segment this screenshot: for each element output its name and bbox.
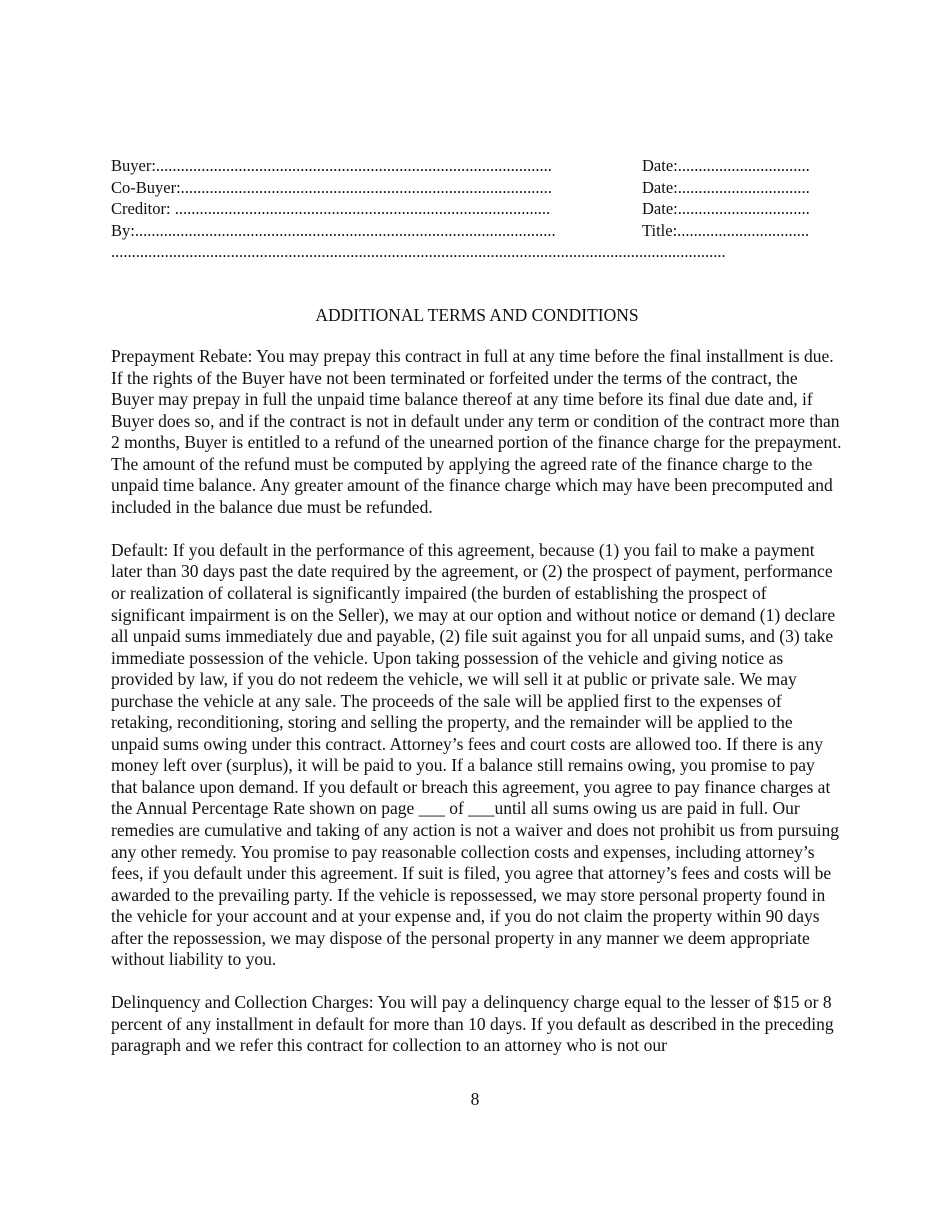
buyer-signature-line: Buyer:................................................................................................	[111, 156, 552, 175]
title-line: Title:................................	[642, 220, 810, 240]
signature-row-buyer	[111, 155, 838, 177]
terms-body	[111, 346, 843, 1078]
signature-block	[111, 155, 838, 263]
signature-row-co-buyer	[111, 177, 838, 199]
page-number: 8	[470, 1089, 480, 1109]
signature-row-creditor	[111, 198, 838, 220]
by-signature-line: By:......................................................................................................	[111, 220, 556, 240]
paragraph-default: Default: If you default in the performance of this agreement, because (1) you fail to make a payment later than 30 days past the date required by the agreement, or (2) the prospect of payment, performance or realization of collateral is significantly impaired (the burden of establishing the prospect of significant impairment is on the Seller), we may at our option and without notice or demand (1) declare all unpaid sums immediately due and payable, (2) file suit against you for all unpaid sums, and (3) take immediate possession of the vehicle. Upon taking possession of the vehicle and giving notice as provided by law, if you do not redeem the vehicle, we will sell it at public or private sale. We may purchase the vehicle at any sale. The proceeds of the sale will be applied first to the expenses of retaking, reconditioning, storing and selling the property, and the remainder will be applied to the unpaid sums owing under this contract. Attorney’s fees and court costs are allowed too. If there is any money left over (surplus), it will be paid to you. If a balance still remains owing, you promise to pay that balance upon demand. If you default or breach this agreement, you agree to pay finance charges at the Annual Percentage Rate shown on page ___ of ___until all sums owing us are paid in full. Our remedies are cumulative and taking of any action is not a waiver and does not prohibit us from pursuing any other remedy. You promise to pay reasonable collection costs and expenses, including attorney’s fees, if you default under this agreement. If suit is filed, you agree that attorney’s fees and costs will be awarded to the prevailing party. If the vehicle is repossessed, we may store personal property found in the vehicle for your account and at your expense and, if you do not claim the property within 90 days after the repossession, we may dispose of the personal property in any manner we deem appropriate without liability to you.	[111, 539, 840, 970]
creditor-date-line: Date:................................	[642, 199, 810, 218]
full-width-dotted-line: .....................................................................................................................................................	[111, 242, 726, 261]
buyer-date-line: Date:................................	[642, 156, 810, 175]
paragraph-delinquency-charges: Delinquency and Collection Charges: You will pay a delinquency charge equal to the lesser of $15 or 8 percent of any installment in default for more than 10 days. If you default as described in the preceding paragraph and we refer this contract for collection to an attorney who is not our	[111, 992, 834, 1056]
section-heading: ADDITIONAL TERMS AND CONDITIONS	[315, 305, 639, 325]
co-buyer-signature-line: Co-Buyer:..........................................................................................	[111, 177, 552, 197]
paragraph-prepayment-rebate: Prepayment Rebate: You may prepay this contract in full at any time before the final installment is due. If the rights of the Buyer have not been terminated or forfeited under the terms of the contract, the Buyer may prepay in full the unpaid time balance thereof at any time before its final due date and, if Buyer does so, and if the contract is not in default under any term or condition of the contract more than 2 months, Buyer is entitled to a refund of the unearned portion of the finance charge for the prepayment. The amount of the refund must be computed by applying the agreed rate of the finance charge to the unpaid time balance. Any greater amount of the finance charge which may have been precomputed and included in the balance due must be refunded.	[111, 346, 842, 517]
creditor-signature-line: Creditor: ...........................................................................................	[111, 199, 551, 218]
signature-row-by	[111, 220, 838, 242]
co-buyer-date-line: Date:................................	[642, 177, 810, 197]
